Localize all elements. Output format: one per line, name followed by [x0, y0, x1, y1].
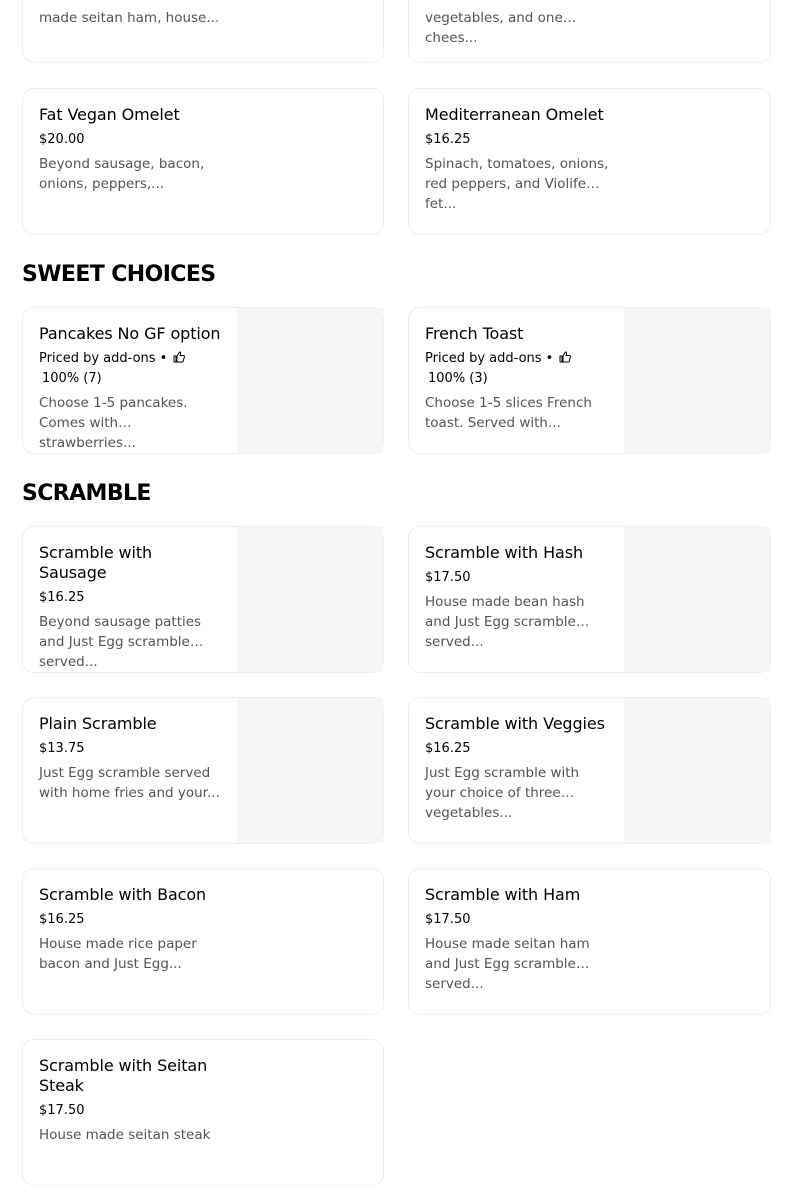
item-description: House made seitan steak	[39, 1127, 211, 1143]
menu-item-card[interactable]	[22, 307, 384, 454]
item-description: House made bean hash and Just Egg scramble served...	[425, 594, 585, 650]
item-description: made seitan ham, house...	[39, 10, 220, 26]
item-price: $20.00	[39, 132, 85, 147]
item-price: $16.25	[39, 590, 85, 605]
item-title: Scramble with Hash	[425, 543, 583, 562]
menu-item-card[interactable]	[408, 697, 771, 844]
item-price: $16.25	[39, 912, 85, 927]
thumbs-up-icon	[173, 350, 185, 362]
item-image	[624, 308, 770, 453]
item-price: $13.75	[39, 741, 85, 756]
item-title: Fat Vegan Omelet	[39, 105, 180, 124]
item-description: Just Egg scramble served with home fries and your...	[39, 765, 220, 801]
menu-item-card[interactable]	[408, 88, 771, 235]
item-title: Mediterranean Omelet	[425, 105, 604, 124]
item-price: $17.50	[39, 1103, 85, 1118]
menu-item-card[interactable]	[22, 526, 384, 673]
section-heading-scramble: SCRAMBLE	[22, 481, 151, 506]
item-image	[237, 308, 383, 453]
item-title: Scramble with Sausage	[39, 543, 153, 582]
item-description: Beyond sausage, bacon, onions, peppers,...	[39, 156, 205, 192]
item-price: $16.25	[425, 741, 471, 756]
rating-text: 100% (7)	[42, 371, 102, 386]
menu-item-card[interactable]	[22, 1039, 384, 1186]
item-description: Beyond sausage patties and Just Egg scramble served...	[39, 614, 202, 670]
section-heading-sweet-choices: SWEET CHOICES	[22, 262, 216, 287]
menu-item-card[interactable]	[408, 868, 771, 1015]
item-title: Plain Scramble	[39, 714, 157, 733]
menu-item-card[interactable]	[22, 0, 384, 63]
menu-item-card[interactable]	[408, 526, 771, 673]
rating-text: 100% (3)	[428, 371, 488, 386]
item-title: Pancakes No GF option	[39, 324, 221, 343]
item-title: Scramble with Ham	[425, 885, 581, 904]
priced-by-label: Priced by add-ons •	[39, 351, 168, 366]
item-description: vegetables, and one chees...	[425, 10, 563, 46]
item-title: French Toast	[425, 324, 524, 343]
menu-item-card[interactable]	[22, 697, 384, 844]
item-description: Spinach, tomatoes, onions, red peppers, and Violife fet...	[425, 156, 609, 212]
item-title: Scramble with Bacon	[39, 885, 207, 904]
item-image	[624, 527, 770, 672]
item-image	[237, 527, 383, 672]
menu-item-card[interactable]	[22, 868, 384, 1015]
item-price: $17.50	[425, 912, 471, 927]
item-description: Just Egg scramble with your choice of three vegetables...	[425, 765, 580, 821]
item-description: House made seitan ham and Just Egg scramble served...	[425, 936, 590, 992]
item-title: Scramble with Veggies	[425, 714, 605, 733]
menu-item-card[interactable]	[408, 0, 771, 63]
thumbs-up-icon	[559, 350, 571, 362]
item-price: $17.50	[425, 570, 471, 585]
menu-item-card[interactable]	[408, 307, 771, 454]
priced-by-label: Priced by add-ons •	[425, 351, 554, 366]
item-image	[624, 698, 770, 843]
item-description: House made rice paper bacon and Just Egg...	[39, 936, 197, 972]
item-meta	[39, 349, 229, 389]
item-description: Choose 1-5 pancakes. Comes with strawberries...	[39, 395, 188, 451]
item-price: $16.25	[425, 132, 471, 147]
menu-item-card[interactable]	[22, 88, 384, 235]
item-description: Choose 1-5 slices French toast. Served with...	[425, 395, 592, 431]
item-image	[237, 698, 383, 843]
item-title: Scramble with Seitan Steak	[39, 1056, 208, 1095]
item-meta	[425, 349, 615, 389]
